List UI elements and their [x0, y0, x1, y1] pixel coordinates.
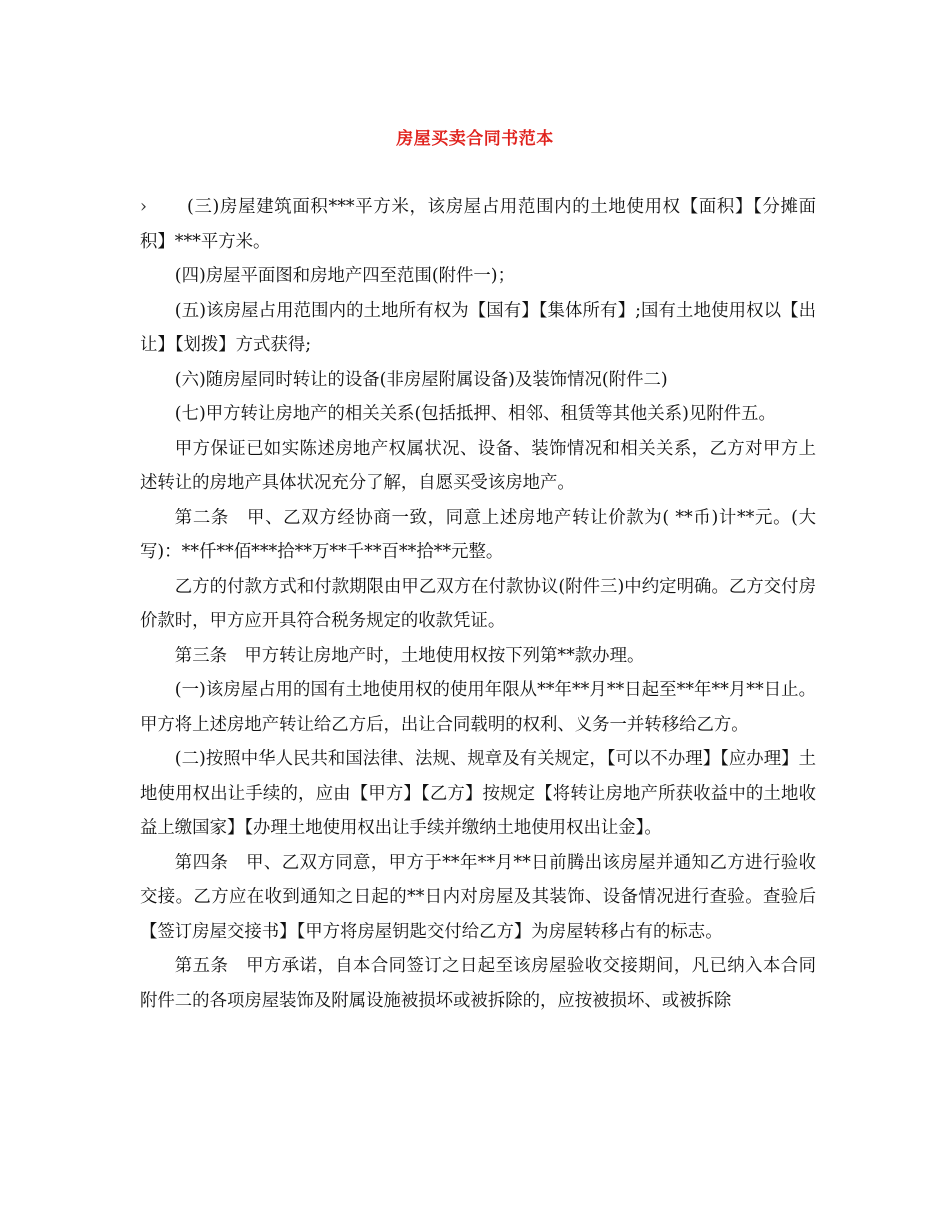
paragraph-6: 甲方保证已如实陈述房地产权属状况、设备、装饰情况和相关关系，乙方对甲方上述转让的房地产具体状况充分了解，自愿买受该房地产。: [140, 438, 816, 493]
paragraph-8: 乙方的付款方式和付款期限由甲乙双方在付款协议(附件三)中约定明确。乙方交付房价款时，甲方应开具符合税务规定的收款凭证。: [140, 576, 816, 631]
paragraph-1: [140, 190, 816, 259]
document-title: 房屋买卖合同书范本: [396, 129, 554, 149]
paragraph-11: (二)按照中华人民共和国法律、法规、规章及有关规定，【可以不办理】【应办理】土地使用权出让手续的，应由【甲方】【乙方】按规定【将转让房地产所获收益中的土地收益上缴国家】【办理土地使用权出让手续并缴纳土地使用权出让金】。: [140, 749, 816, 838]
paragraph-10: (一)该房屋占用的国有土地使用权的使用年限从**年**月**日起至**年**月**日止。甲方将上述房地产转让给乙方后，出让合同载明的权利、义务一并转移给乙方。: [140, 680, 816, 735]
paragraph-4: (六)随房屋同时转让的设备(非房屋附属设备)及装饰情况(附件二): [174, 369, 668, 390]
paragraph-1-text: (三)房屋建筑面积***平方米，该房屋占用范围内的土地使用权【面积】【分摊面积】***平方米。: [140, 197, 816, 252]
paragraph-5: (七)甲方转让房地产的相关关系(包括抵押、相邻、租赁等其他关系)见附件五。: [174, 404, 776, 424]
paragraph-13: 第五条 甲方承诺，自本合同签订之日起至该房屋验收交接期间，凡已纳入本合同附件二的各项房屋装饰及附属设施被损坏或被拆除的，应按被损坏、或被拆除: [140, 956, 816, 1011]
paragraph-9: 第三条 甲方转让房地产时，土地使用权按下列第**款办理。: [174, 645, 645, 666]
paragraph-3: (五)该房屋占用范围内的土地所有权为【国有】【集体所有】;国有土地使用权以【出让】【划拨】方式获得;: [140, 300, 816, 355]
paragraph-2: (四)房屋平面图和房地产四至范围(附件一)；: [174, 266, 515, 286]
document-body: [140, 190, 816, 1018]
paragraph-12: 第四条 甲、乙双方同意，甲方于**年**月**日前腾出该房屋并通知乙方进行验收交接。乙方应在收到通知之日起的**日内对房屋及其装饰、设备情况进行查验。查验后【签订房屋交接书】【甲方将房屋钥匙交付给乙方】为房屋转移占有的标志。: [140, 852, 816, 942]
bullet-marker: ›: [140, 197, 147, 217]
paragraph-7: 第二条 甲、乙双方经协商一致，同意上述房地产转让价款为( **币)计**元。(大写)：**仟**佰***拾**万**千**百**拾**元整。: [140, 507, 816, 562]
